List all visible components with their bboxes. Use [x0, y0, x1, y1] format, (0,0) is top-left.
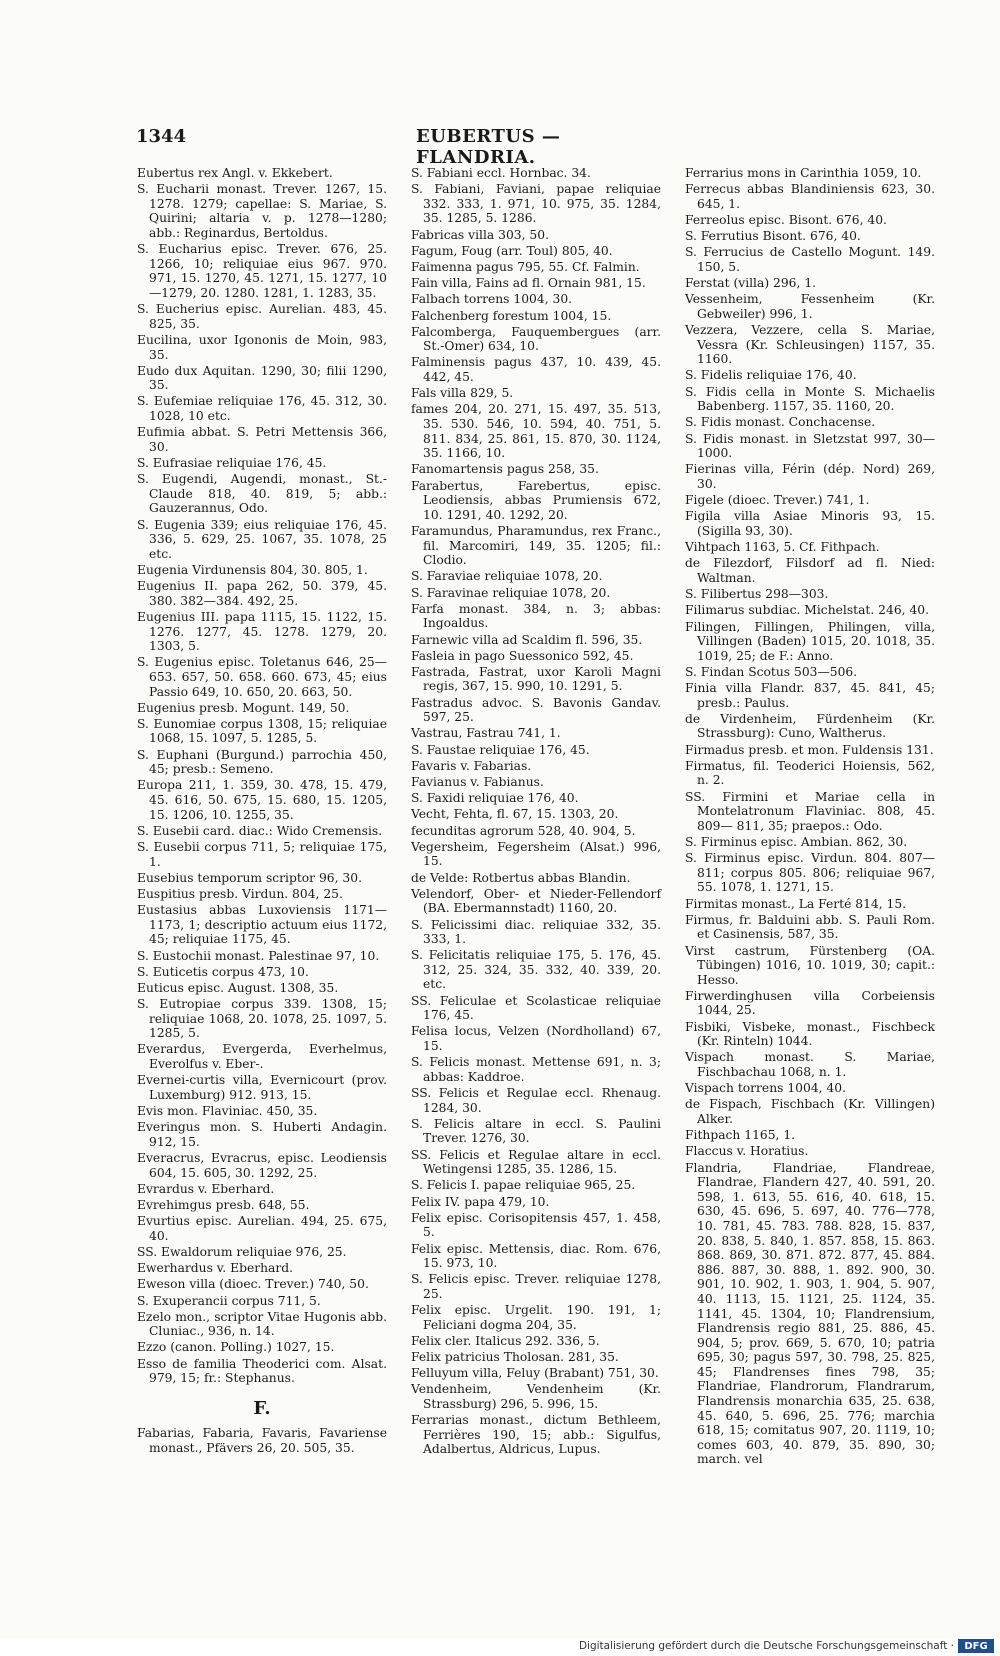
index-entry: SS. Firmini et Mariae cella in Montelatronum Flaviniac. 808, 45. 809— 811, 35; praepos.: Odo.	[685, 789, 935, 833]
index-entry: Eufimia abbat. S. Petri Mettensis 366, 30.	[137, 425, 387, 454]
index-entry: S. Felicis episc. Trever. reliquiae 1278, 25.	[411, 1272, 661, 1301]
index-entry: Vastrau, Fastrau 741, 1.	[411, 726, 561, 741]
index-entry: S. Felicis altare in eccl. S. Paulini Trever. 1276, 30.	[411, 1116, 661, 1146]
index-entry: S. Eucharius episc. Trever. 676, 25. 1266, 10; reliquiae eius 967. 970. 971, 15. 1270, 45. 1271, 15. 1277, 10 —1279, 20. 1280. 1281, 1. 1283, 35.	[137, 242, 387, 300]
index-entry: Eusebius temporum scriptor 96, 30.	[137, 870, 362, 885]
index-entry: Euspitius presb. Virdun. 804, 25.	[137, 886, 343, 901]
index-entry: Euticus episc. August. 1308, 35.	[137, 980, 339, 995]
index-entry: Filingen, Fillingen, Philingen, villa, Villingen (Baden) 1015, 20. 1018, 35. 1019, 25; de F.: Anno.	[685, 619, 935, 663]
index-entry: Fisbiki, Visbeke, monast., Fischbeck (Kr. Rinteln) 1044.	[685, 1019, 935, 1049]
index-entry: Velendorf, Ober- et Nieder-Fellendorf (BA. Ebermannstadt) 1160, 20.	[411, 886, 661, 916]
index-entry: S. Euphani (Burgund.) parrochia 450, 45; presb.: Semeno.	[137, 747, 387, 777]
index-entry: Vispach monast. S. Mariae, Fischbachau 1068, n. 1.	[685, 1050, 935, 1080]
index-entry: Firmatus, fil. Teoderici Hoiensis, 562, n. 2.	[685, 758, 935, 788]
index-entry: Felix cler. Italicus 292. 336, 5.	[411, 1333, 600, 1348]
index-entry: Figele (dioec. Trever.) 741, 1.	[685, 493, 870, 508]
index-entry: Fabricas villa 303, 50.	[411, 227, 549, 242]
index-entry: Felix episc. Urgelit. 190. 191, 1; Feliciani dogma 204, 35.	[411, 1303, 661, 1332]
index-entry: Ezzo (canon. Polling.) 1027, 15.	[137, 1340, 335, 1355]
index-entry: Fain villa, Fains ad fl. Ornain 981, 15.	[411, 276, 646, 291]
index-entry: Fithpach 1165, 1.	[685, 1128, 796, 1143]
index-entry: S. Ferrucius de Castello Mogunt. 149. 150, 5.	[685, 245, 935, 274]
index-entry: Evis mon. Flaviniac. 450, 35.	[137, 1104, 318, 1119]
index-entry: fames 204, 20. 271, 15. 497, 35. 513, 35. 530. 546, 10. 594, 40. 751, 5. 811. 834, 25. 861, 15. 870, 30. 1124, 35. 1166, 10.	[411, 402, 661, 461]
index-entry: S. Eucharii monast. Trever. 1267, 15. 1278. 1279; capellae: S. Mariae, S. Quirini; altaria v. p. 1278—1280; abb.: Reginardus, Bertoldus.	[137, 182, 387, 240]
index-entry: Ferrarias monast., dictum Bethleem, Ferrières 190, 15; abb.: Sigulfus, Adalbertus, Aldricus, Lupus.	[411, 1413, 661, 1457]
index-entry: Eugenius III. papa 1115, 15. 1122, 15. 1276. 1277, 45. 1278. 1279, 20. 1303, 5.	[137, 609, 387, 654]
index-entry: Fanomartensis pagus 258, 35.	[411, 462, 599, 477]
index-entry: SS. Feliculae et Scolasticae reliquiae 176, 45.	[411, 993, 661, 1023]
index-entry: S. Filibertus 298—303.	[685, 587, 829, 602]
running-title: EUBERTUS — FLANDRIA.	[416, 126, 561, 168]
index-entry: Farabertus, Farebertus, episc. Leodiensis, abbas Prumiensis 672, 10. 1291, 40. 1292, 20.	[411, 478, 661, 522]
footer-credit: Digitalisierung gefördert durch die Deutsche Forschungsgemeinschaft ·	[578, 1640, 954, 1652]
index-entry: Vecht, Fehta, fl. 67, 15. 1303, 20.	[411, 807, 619, 822]
index-entry: Felix IV. papa 479, 10.	[411, 1194, 550, 1209]
index-entry: Europa 211, 1. 359, 30. 478, 15. 479, 45. 616, 50. 675, 15. 680, 15. 1205, 15. 1206, 10. 1255, 35.	[137, 778, 387, 822]
page-number: 1344	[136, 126, 187, 147]
page-header	[136, 126, 670, 168]
index-entry: Fastradus advoc. S. Bavonis Gandav. 597, 25.	[411, 695, 661, 725]
index-entry: Falchenberg forestum 1004, 15.	[411, 308, 612, 323]
index-entry: Eweson villa (dioec. Trever.) 740, 50.	[137, 1277, 369, 1292]
index-entry: Fagum, Foug (arr. Toul) 805, 40.	[411, 243, 613, 258]
index-entry: Vessenheim, Fessenheim (Kr. Gebweiler) 996, 1.	[685, 292, 935, 321]
index-entry: Evrehimgus presb. 648, 55.	[137, 1197, 310, 1212]
index-entry: Vegersheim, Fegersheim (Alsat.) 996, 15.	[411, 839, 661, 869]
index-entry: Vihtpach 1163, 5. Cf. Fithpach.	[685, 540, 880, 555]
index-entry: Ezelo mon., scriptor Vitae Hugonis abb. Cluniac., 936, n. 14.	[137, 1309, 387, 1339]
index-entry: Ferstat (villa) 296, 1.	[685, 276, 817, 291]
index-entry: Eugenia Virdunensis 804, 30. 805, 1.	[137, 562, 368, 577]
index-column-right	[685, 166, 935, 1469]
index-entry: Ferreolus episc. Bisont. 676, 40.	[685, 212, 887, 227]
index-entry: S. Eugendi, Augendi, monast., St.-Claude 818, 40. 819, 5; abb.: Gauzerannus, Odo.	[137, 472, 387, 516]
index-entry: S. Felicitatis reliquiae 175, 5. 176, 45. 312, 25. 324, 35. 332, 40. 339, 20. etc.	[411, 948, 661, 992]
index-entry: Fastrada, Fastrat, uxor Karoli Magni regis, 367, 15. 990, 10. 1291, 5.	[411, 664, 661, 694]
index-entry: SS. Ewaldorum reliquiae 976, 25.	[137, 1244, 347, 1259]
index-entry: Ferrarius mons in Carinthia 1059, 10.	[685, 166, 922, 180]
index-entry: S. Euticetis corpus 473, 10.	[137, 964, 309, 979]
index-entry: Esso de familia Theoderici com. Alsat. 979, 15; fr.: Stephanus.	[137, 1356, 387, 1386]
index-entry: Ewerhardus v. Eberhard.	[137, 1261, 294, 1276]
index-entry: S. Firminus episc. Ambian. 862, 30.	[685, 834, 908, 849]
index-entry: Faimenna pagus 795, 55. Cf. Falmin.	[411, 259, 640, 274]
index-entry: S. Felicis monast. Mettense 691, n. 3; abbas: Kaddroe.	[411, 1055, 661, 1084]
index-entry: S. Eufrasiae reliquiae 176, 45.	[137, 456, 327, 471]
index-entry: Flandria, Flandriae, Flandreae, Flandrae, Flandern 427, 40. 591, 20. 598, 1. 613, 55. 616, 40. 618, 15. 630, 45. 696, 5. 697, 40. 776—778, 10. 781, 45. 783. 788. 828, 15. 837, 20. 838, 5. 840, 1. 857. 858, 15. 863. 868. 869, 30. 871. 872. 877, 45. 884. 886. 887, 30. 888, 1. 892. 900, 30. 901, 10. 902, 1. 903, 1. 904, 5. 907, 40. 1113, 15. 1121, 25. 1124, 35. 1141, 45. 1304, 10; Flandrensium, Flandrensis regio 881, 25. 886, 45. 904, 5; prov. 669, 5. 670, 10; patria 695, 30; pagus 597, 30. 798, 25. 825, 45; Flandrenses fines 798, 35; Flandriae, Flandrorum, Flandrarum, Flandrensis monarchia 635, 25. 638, 45. 640, 5. 696, 25. 776; marchia 618, 15; comitatus 907, 20. 1119, 10; comes 603, 40. 879, 35. 890, 30; march. vel	[685, 1160, 935, 1467]
index-entry: Farnewic villa ad Scaldim fl. 596, 35.	[411, 632, 643, 647]
index-entry: SS. Felicis et Regulae altare in eccl. Wetingensi 1285, 35. 1286, 15.	[411, 1147, 661, 1177]
index-entry: Eugenius II. papa 262, 50. 379, 45. 380. 382—384. 492, 25.	[137, 579, 387, 608]
index-entry: S. Eucherius episc. Aurelian. 483, 45. 825, 35.	[137, 302, 387, 331]
index-entry: Eugenius presb. Mogunt. 149, 50.	[137, 700, 350, 715]
index-entry: SS. Felicis et Regulae eccl. Rhenaug. 1284, 30.	[411, 1086, 661, 1115]
index-entry: S. Fabiani eccl. Hornbac. 34.	[411, 166, 591, 180]
digitization-footer	[0, 1638, 1000, 1656]
index-entry: Favianus v. Fabianus.	[411, 775, 544, 789]
index-entry: S. Eusebii corpus 711, 5; reliquiae 175, 1.	[137, 840, 387, 869]
index-entry: Evurtius episc. Aurelian. 494, 25. 675, 40.	[137, 1214, 387, 1243]
index-entry: Everacrus, Evracrus, episc. Leodiensis 604, 15. 605, 30. 1292, 25.	[137, 1151, 387, 1180]
dfg-logo: DFG	[958, 1639, 994, 1653]
index-entry: Firmus, fr. Balduini abb. S. Pauli Rom. et Casinensis, 587, 35.	[685, 912, 935, 942]
index-column-left	[137, 166, 387, 1457]
index-entry: Felix episc. Mettensis, diac. Rom. 676, 15. 973, 10.	[411, 1241, 661, 1271]
index-entry: Falbach torrens 1004, 30.	[411, 292, 573, 307]
index-entry: Fasleia in pago Suessonico 592, 45.	[411, 648, 634, 663]
index-entry: S. Faraviae reliquiae 1078, 20.	[411, 569, 603, 584]
index-entry: S. Eufemiae reliquiae 176, 45. 312, 30. 1028, 10 etc.	[137, 394, 387, 424]
index-entry: S. Eutropiae corpus 339. 1308, 15; reliquiae 1068, 20. 1078, 25. 1097, 5. 1285, 5.	[137, 997, 387, 1041]
index-entry: S. Fabiani, Faviani, papae reliquiae 332. 333, 1. 971, 10. 975, 35. 1284, 35. 1285, 5. 1286.	[411, 182, 661, 226]
index-entry: S. Ferrutius Bisont. 676, 40.	[685, 229, 861, 244]
index-entry: S. Eunomiae corpus 1308, 15; reliquiae 1068, 15. 1097, 5. 1285, 5.	[137, 716, 387, 746]
index-entry: Fierinas villa, Férin (dép. Nord) 269, 30.	[685, 462, 935, 491]
index-entry: de Virdenheim, Fürdenheim (Kr. Strassburg): Cuno, Waltherus.	[685, 711, 935, 741]
index-entry: Falminensis pagus 437, 10. 439, 45. 442, 45.	[411, 355, 661, 385]
index-entry: S. Firminus episc. Virdun. 804. 807— 811; corpus 805. 806; reliquiae 967, 55. 1078, 1. 1271, 15.	[685, 851, 935, 895]
index-entry: Evernei-curtis villa, Evernicourt (prov. Luxemburg) 912. 913, 15.	[137, 1073, 387, 1102]
index-entry: Virst castrum, Fürstenberg (OA. Tübingen) 1016, 10. 1019, 30; capit.: Hesso.	[685, 943, 935, 987]
index-entry: Felix episc. Corisopitensis 457, 1. 458, 5.	[411, 1210, 661, 1240]
index-entry: Fals villa 829, 5.	[411, 386, 514, 401]
index-entry: de Fispach, Fischbach (Kr. Villingen) Alker.	[685, 1097, 935, 1126]
index-entry: Filimarus subdiac. Michelstat. 246, 40.	[685, 603, 930, 618]
index-entry: Evrardus v. Eberhard.	[137, 1181, 275, 1196]
index-entry: Felix patricius Tholosan. 281, 35.	[411, 1350, 619, 1365]
index-entry: S. Exuperancii corpus 711, 5.	[137, 1293, 321, 1308]
index-entry: de Velde: Rotbertus abbas Blandin.	[411, 870, 631, 885]
index-entry: Finia villa Flandr. 837, 45. 841, 45; presb.: Paulus.	[685, 681, 935, 710]
index-entry: Ferrecus abbas Blandiniensis 623, 30. 645, 1.	[685, 182, 935, 211]
index-entry: Falcomberga, Fauquembergues (arr. St.-Omer) 634, 10.	[411, 324, 661, 354]
index-entry: S. Eugenia 339; eius reliquiae 176, 45. 336, 5. 629, 25. 1067, 35. 1078, 25 etc.	[137, 517, 387, 561]
index-entry: S. Findan Scotus 503—506.	[685, 664, 858, 679]
index-entry: fecunditas agrorum 528, 40. 904, 5.	[411, 823, 636, 838]
index-entry: S. Fidis monast. Conchacense.	[685, 415, 876, 430]
index-entry: Vezzera, Vezzere, cella S. Mariae, Vessra (Kr. Schleusingen) 1157, 35. 1160.	[685, 323, 935, 367]
index-entry: Firwerdinghusen villa Corbeiensis 1044, 25.	[685, 988, 935, 1018]
index-entry: Firmitas monast., La Ferté 814, 15.	[685, 896, 907, 911]
index-entry: S. Felicissimi diac. reliquiae 332, 35. 333, 1.	[411, 917, 661, 947]
index-entry: Felisa locus, Velzen (Nordholland) 67, 15.	[411, 1024, 661, 1054]
index-column-middle	[411, 166, 661, 1459]
index-entry: Fabarias, Fabaria, Favaris, Favariense monast., Pfävers 26, 20. 505, 35.	[137, 1426, 387, 1456]
index-entry: Figila villa Asiae Minoris 93, 15. (Sigilla 93, 30).	[685, 509, 935, 538]
index-entry: Eubertus rex Angl. v. Ekkebert.	[137, 166, 333, 180]
index-entry: S. Eusebii card. diac.: Wido Cremensis.	[137, 823, 383, 838]
index-entry: de Filezdorf, Filsdorf ad fl. Nied: Waltman.	[685, 556, 935, 585]
index-entry: Vispach torrens 1004, 40.	[685, 1081, 847, 1096]
index-entry: Eustasius abbas Luxoviensis 1171— 1173, 1; descriptio actuum eius 1172, 45; reliquiae 1175, 45.	[137, 903, 387, 947]
index-entry: Farfa monast. 384, n. 3; abbas: Ingoaldus.	[411, 601, 661, 631]
index-entry: Eucilina, uxor Igononis de Moin, 983, 35.	[137, 332, 387, 362]
index-entry: Everardus, Evergerda, Everhelmus, Everolfus v. Eber-.	[137, 1042, 387, 1072]
section-letter: F.	[253, 1397, 271, 1419]
index-entry: S. Fidelis reliquiae 176, 40.	[685, 368, 857, 383]
index-entry: Vendenheim, Vendenheim (Kr. Strassburg) 296, 5. 996, 15.	[411, 1382, 661, 1411]
index-entry: S. Eustochii monast. Palestinae 97, 10.	[137, 948, 380, 963]
index-entry: S. Fidis cella in Monte S. Michaelis Babenberg. 1157, 35. 1160, 20.	[685, 384, 935, 414]
index-entry: S. Faustae reliquiae 176, 45.	[411, 742, 590, 757]
index-entry: S. Eugenius episc. Toletanus 646, 25— 653. 657, 50. 658. 660. 673, 45; eius Passio 649, 10. 650, 20. 663, 50.	[137, 655, 387, 699]
index-entry: S. Felicis I. papae reliquiae 965, 25.	[411, 1178, 636, 1193]
index-entry: S. Fidis monast. in Sletzstat 997, 30— 1000.	[685, 431, 935, 461]
index-entry: Eudo dux Aquitan. 1290, 30; filii 1290, 35.	[137, 363, 387, 393]
index-entry: Faramundus, Pharamundus, rex Franc., fil. Marcomiri, 149, 35. 1205; fil.: Clodio.	[411, 523, 661, 568]
index-entry: Flaccus v. Horatius.	[685, 1144, 809, 1159]
index-entry: Favaris v. Fabarias.	[411, 758, 532, 773]
index-entry: S. Faxidi reliquiae 176, 40.	[411, 791, 579, 806]
index-entry: Felluyum villa, Feluy (Brabant) 751, 30.	[411, 1366, 659, 1381]
index-entry: Everingus mon. S. Huberti Andagin. 912, 15.	[137, 1120, 387, 1149]
index-entry: S. Faravinae reliquiae 1078, 20.	[411, 585, 611, 600]
index-entry: Firmadus presb. et mon. Fuldensis 131.	[685, 742, 934, 757]
